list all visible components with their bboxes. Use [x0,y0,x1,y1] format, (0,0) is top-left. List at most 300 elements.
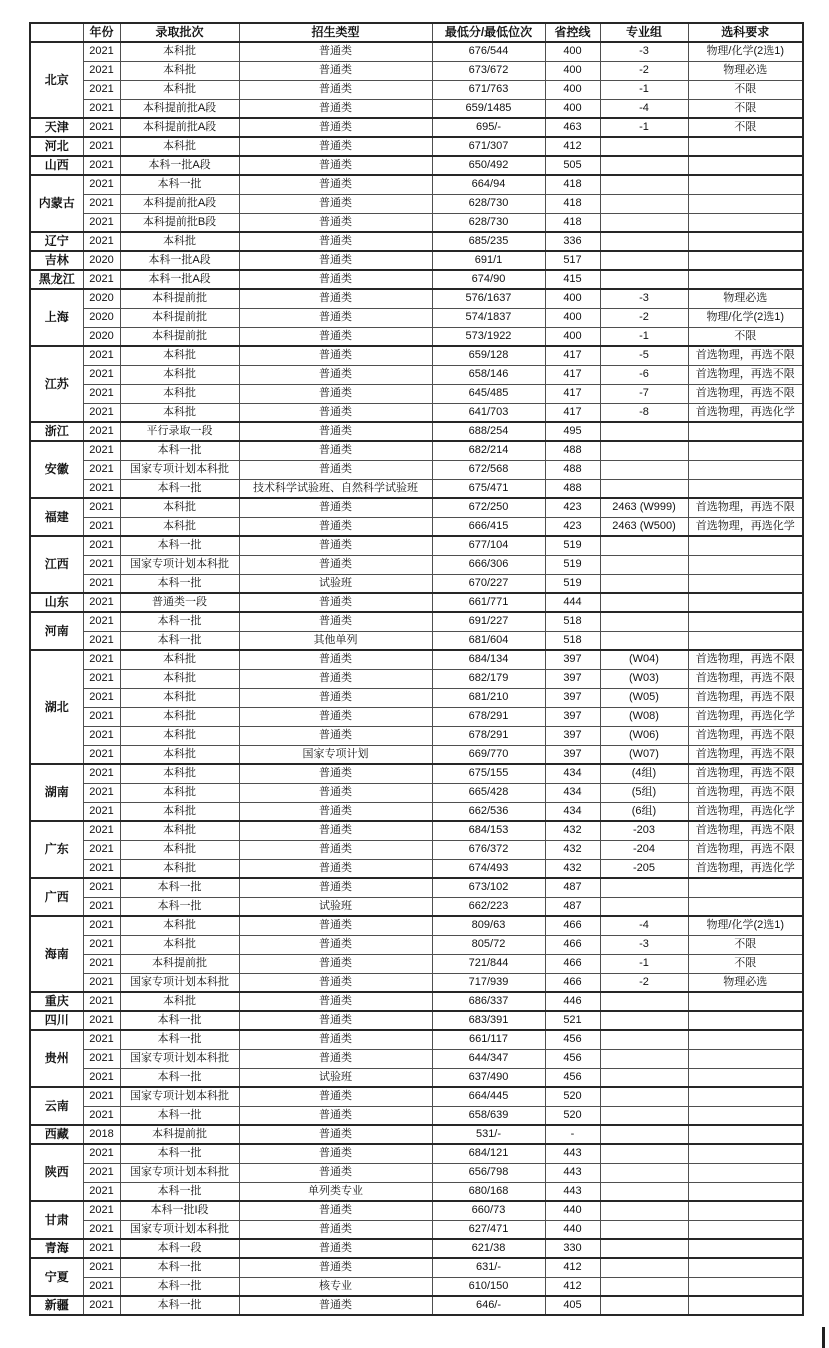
cell-group: -3 [600,935,688,954]
cell-subjects: 物理/化学(2选1) [688,308,803,327]
cell-group: -4 [600,99,688,118]
cell-line: 400 [545,99,600,118]
table-row [30,441,803,460]
table-row [30,1068,803,1087]
table-row [30,327,803,346]
table-row [30,270,803,289]
cell-subjects [688,1087,803,1106]
cell-group: -3 [600,289,688,308]
cell-batch: 本科批 [120,61,239,80]
cell-type: 普通类 [239,821,432,840]
cell-score: 628/730 [432,194,545,213]
cell-line: 397 [545,650,600,669]
province-label: 浙江 [30,422,83,441]
table-body [30,42,803,1315]
cell-subjects: 不限 [688,80,803,99]
cell-line: 434 [545,764,600,783]
table-row [30,422,803,441]
cell-subjects: 首选物理，再选不限 [688,384,803,403]
table-row [30,973,803,992]
cell-batch: 本科批 [120,232,239,251]
cell-batch: 本科一批 [120,1011,239,1030]
cell-group: (W04) [600,650,688,669]
column-header-type: 招生类型 [239,23,432,42]
cell-year: 2021 [83,1049,120,1068]
cell-line: 400 [545,308,600,327]
cell-year: 2021 [83,422,120,441]
cell-group: -4 [600,916,688,935]
table-row [30,1049,803,1068]
cell-line: 400 [545,327,600,346]
cell-year: 2021 [83,384,120,403]
table-row [30,99,803,118]
table-row [30,403,803,422]
cell-group [600,1106,688,1125]
cell-subjects [688,1296,803,1315]
cell-type: 普通类 [239,1030,432,1049]
cell-line: 434 [545,783,600,802]
cell-batch: 本科一段 [120,1239,239,1258]
cell-type: 普通类 [239,1258,432,1277]
cell-type: 普通类 [239,612,432,631]
cell-score: 531/- [432,1125,545,1144]
cell-type: 普通类 [239,327,432,346]
cell-line: 417 [545,365,600,384]
cell-group: -5 [600,346,688,365]
cell-group [600,878,688,897]
cell-year: 2021 [83,821,120,840]
cell-line: 423 [545,517,600,536]
table-row [30,1030,803,1049]
cell-group: -6 [600,365,688,384]
cell-score: 684/121 [432,1144,545,1163]
cell-year: 2021 [83,99,120,118]
table-row [30,536,803,555]
cell-year: 2021 [83,61,120,80]
cell-type: 普通类 [239,118,432,137]
cell-subjects [688,555,803,574]
table-row [30,498,803,517]
cell-line: 397 [545,669,600,688]
cell-group: -203 [600,821,688,840]
cell-score: 659/128 [432,346,545,365]
cell-type: 其他单列 [239,631,432,650]
cell-group [600,422,688,441]
cell-line: 330 [545,1239,600,1258]
cell-score: 681/210 [432,688,545,707]
cell-year: 2021 [83,935,120,954]
cell-line: 412 [545,137,600,156]
cell-score: 662/223 [432,897,545,916]
cell-batch: 普通类一段 [120,593,239,612]
cell-subjects [688,194,803,213]
cell-type: 普通类 [239,954,432,973]
cell-group: 2463 (W500) [600,517,688,536]
table-row [30,726,803,745]
table-row [30,802,803,821]
cell-line: 487 [545,897,600,916]
cell-subjects [688,612,803,631]
cell-group: -1 [600,118,688,137]
cell-score: 717/939 [432,973,545,992]
cell-subjects [688,1125,803,1144]
province-label: 吉林 [30,251,83,270]
cell-subjects [688,1163,803,1182]
cell-type: 普通类 [239,935,432,954]
cell-year: 2021 [83,1220,120,1239]
cell-type: 普通类 [239,137,432,156]
cell-subjects [688,1068,803,1087]
cell-subjects [688,1277,803,1296]
cell-year: 2021 [83,707,120,726]
cell-batch: 国家专项计划本科批 [120,555,239,574]
cell-subjects [688,156,803,175]
cell-group [600,1087,688,1106]
cell-score: 621/38 [432,1239,545,1258]
province-label: 云南 [30,1087,83,1125]
cell-type: 单列类专业 [239,1182,432,1201]
province-label: 四川 [30,1011,83,1030]
cell-score: 664/94 [432,175,545,194]
cell-group [600,1258,688,1277]
table-row [30,707,803,726]
cell-type: 普通类 [239,270,432,289]
cell-group [600,270,688,289]
cell-year: 2021 [83,365,120,384]
province-label: 上海 [30,289,83,346]
cell-group: (4组) [600,764,688,783]
cell-batch: 本科批 [120,783,239,802]
table-row [30,308,803,327]
cell-batch: 本科一批 [120,1068,239,1087]
cell-line: 519 [545,536,600,555]
cell-score: 673/102 [432,878,545,897]
cell-group: -7 [600,384,688,403]
cell-batch: 本科一批 [120,441,239,460]
cell-line: 417 [545,384,600,403]
table-row [30,1011,803,1030]
cell-score: 691/1 [432,251,545,270]
cell-subjects [688,1258,803,1277]
cell-score: 610/150 [432,1277,545,1296]
cell-group [600,1239,688,1258]
cell-score: 669/770 [432,745,545,764]
table-row [30,840,803,859]
table-row [30,821,803,840]
cell-score: 674/90 [432,270,545,289]
cell-batch: 本科一批 [120,479,239,498]
table-row [30,612,803,631]
cell-year: 2021 [83,536,120,555]
cell-subjects [688,1030,803,1049]
cell-group: (W05) [600,688,688,707]
cell-line: 397 [545,745,600,764]
table-row [30,1220,803,1239]
cell-type: 核专业 [239,1277,432,1296]
header-row [30,23,803,42]
cell-year: 2021 [83,1144,120,1163]
table-row [30,916,803,935]
province-label: 江西 [30,536,83,593]
cell-line: 405 [545,1296,600,1315]
cell-batch: 本科批 [120,384,239,403]
cell-score: 673/672 [432,61,545,80]
cell-score: 644/347 [432,1049,545,1068]
cell-group [600,1182,688,1201]
cell-batch: 本科批 [120,688,239,707]
cell-year: 2021 [83,1087,120,1106]
table-row [30,631,803,650]
cell-score: 680/168 [432,1182,545,1201]
cell-year: 2021 [83,479,120,498]
cell-group [600,1220,688,1239]
cell-group [600,631,688,650]
cell-group [600,1277,688,1296]
cell-score: 674/493 [432,859,545,878]
cell-group: -8 [600,403,688,422]
cell-score: 645/485 [432,384,545,403]
table-row [30,764,803,783]
cell-year: 2021 [83,1239,120,1258]
cell-batch: 国家专项计划本科批 [120,973,239,992]
cell-subjects: 首选物理，再选不限 [688,669,803,688]
cell-batch: 本科批 [120,80,239,99]
cell-line: 488 [545,441,600,460]
cell-score: 681/604 [432,631,545,650]
cell-year: 2021 [83,631,120,650]
cell-year: 2021 [83,650,120,669]
cell-subjects: 首选物理，再选不限 [688,650,803,669]
province-label: 山西 [30,156,83,175]
table-row [30,61,803,80]
cell-batch: 本科一批 [120,1182,239,1201]
column-header-control-line: 省控线 [545,23,600,42]
cell-batch: 本科批 [120,498,239,517]
table-row [30,1201,803,1220]
cell-type: 普通类 [239,555,432,574]
table-row [30,194,803,213]
province-label: 山东 [30,593,83,612]
cell-type: 普通类 [239,175,432,194]
table-row [30,1087,803,1106]
cell-score: 671/763 [432,80,545,99]
cell-line: 466 [545,935,600,954]
province-label: 河南 [30,612,83,650]
cell-type: 普通类 [239,61,432,80]
cell-batch: 本科批 [120,42,239,61]
cell-group: -3 [600,42,688,61]
cell-score: 659/1485 [432,99,545,118]
cell-group: (6组) [600,802,688,821]
cell-group [600,460,688,479]
column-header-year: 年份 [83,23,120,42]
cell-line: 444 [545,593,600,612]
table-row [30,42,803,61]
cell-subjects [688,593,803,612]
cell-score: 682/214 [432,441,545,460]
cell-group [600,1125,688,1144]
cell-year: 2020 [83,289,120,308]
cell-batch: 本科批 [120,517,239,536]
cell-group [600,593,688,612]
cell-year: 2021 [83,517,120,536]
cell-type: 普通类 [239,859,432,878]
cell-subjects [688,1144,803,1163]
cell-line: 397 [545,688,600,707]
cell-batch: 本科批 [120,726,239,745]
cell-group: 2463 (W999) [600,498,688,517]
table-row [30,479,803,498]
cell-subjects [688,137,803,156]
cell-subjects [688,1239,803,1258]
cell-batch: 本科批 [120,916,239,935]
table-row [30,935,803,954]
cell-type: 普通类 [239,1201,432,1220]
cell-type: 普通类 [239,593,432,612]
cell-year: 2021 [83,555,120,574]
cell-year: 2021 [83,1296,120,1315]
cell-score: 682/179 [432,669,545,688]
table-row [30,175,803,194]
cell-type: 普通类 [239,232,432,251]
table-row [30,1144,803,1163]
cell-type: 普通类 [239,764,432,783]
cell-score: 670/227 [432,574,545,593]
cell-group [600,194,688,213]
table-row [30,1163,803,1182]
cell-type: 普通类 [239,536,432,555]
cell-score: 661/117 [432,1030,545,1049]
cell-subjects: 首选物理，再选化学 [688,517,803,536]
cell-line: 432 [545,840,600,859]
column-header-province [30,23,83,42]
cell-subjects: 不限 [688,935,803,954]
table-row [30,460,803,479]
cell-score: 685/235 [432,232,545,251]
cell-year: 2018 [83,1125,120,1144]
cell-line: 417 [545,403,600,422]
cell-score: 691/227 [432,612,545,631]
cell-group [600,897,688,916]
cell-line: 412 [545,1258,600,1277]
cell-subjects: 首选物理，再选不限 [688,365,803,384]
cell-year: 2021 [83,973,120,992]
cell-year: 2021 [83,726,120,745]
cell-score: 658/146 [432,365,545,384]
cell-score: 656/798 [432,1163,545,1182]
cell-batch: 本科一批A段 [120,251,239,270]
cell-year: 2021 [83,992,120,1011]
cell-batch: 本科提前批 [120,308,239,327]
cell-line: 488 [545,460,600,479]
cell-type: 普通类 [239,840,432,859]
cell-line: 400 [545,289,600,308]
cell-score: 672/568 [432,460,545,479]
table-row [30,1258,803,1277]
cell-line: 400 [545,42,600,61]
cell-score: 641/703 [432,403,545,422]
cell-type: 普通类 [239,99,432,118]
cell-group [600,555,688,574]
cell-subjects: 首选物理，再选化学 [688,403,803,422]
cell-subjects [688,213,803,232]
province-label: 黑龙江 [30,270,83,289]
cell-type: 普通类 [239,802,432,821]
cell-batch: 本科一批 [120,612,239,631]
cell-subjects [688,251,803,270]
cell-subjects: 物理必选 [688,61,803,80]
cell-group: -205 [600,859,688,878]
cell-line: 520 [545,1087,600,1106]
cell-line: 400 [545,80,600,99]
cell-type: 技术科学试验班、自然科学试验班 [239,479,432,498]
cell-type: 普通类 [239,1163,432,1182]
cell-batch: 本科提前批 [120,954,239,973]
province-label: 辽宁 [30,232,83,251]
province-label: 北京 [30,42,83,118]
cell-year: 2021 [83,783,120,802]
cell-year: 2021 [83,897,120,916]
province-label: 广东 [30,821,83,878]
cell-subjects [688,1106,803,1125]
cell-line: 466 [545,973,600,992]
table-row [30,650,803,669]
table-row [30,574,803,593]
province-label: 重庆 [30,992,83,1011]
cell-batch: 本科批 [120,707,239,726]
cell-type: 普通类 [239,669,432,688]
cell-batch: 平行录取一段 [120,422,239,441]
cell-year: 2021 [83,1277,120,1296]
province-label: 湖南 [30,764,83,821]
province-label: 陕西 [30,1144,83,1201]
cell-subjects [688,460,803,479]
cell-score: 576/1637 [432,289,545,308]
cell-line: 443 [545,1182,600,1201]
cell-batch: 国家专项计划本科批 [120,1049,239,1068]
cell-year: 2021 [83,1163,120,1182]
cell-line: 463 [545,118,600,137]
cell-type: 普通类 [239,213,432,232]
cell-year: 2021 [83,1258,120,1277]
cell-subjects [688,631,803,650]
cell-group: (5组) [600,783,688,802]
cell-year: 2021 [83,346,120,365]
cell-type: 普通类 [239,289,432,308]
cell-group [600,479,688,498]
cell-group [600,1030,688,1049]
table-row [30,1296,803,1315]
cell-type: 普通类 [239,1087,432,1106]
cell-score: 678/291 [432,726,545,745]
cell-batch: 本科批 [120,745,239,764]
cell-year: 2021 [83,441,120,460]
province-label: 安徽 [30,441,83,498]
cell-batch: 本科一批 [120,1277,239,1296]
cell-line: 517 [545,251,600,270]
cell-score: 573/1922 [432,327,545,346]
cell-line: 432 [545,821,600,840]
cell-year: 2021 [83,1068,120,1087]
cell-subjects: 首选物理，再选不限 [688,764,803,783]
province-label: 福建 [30,498,83,536]
cell-type: 普通类 [239,973,432,992]
cell-subjects [688,1220,803,1239]
cell-batch: 本科一批 [120,1106,239,1125]
cell-subjects [688,1182,803,1201]
scrollbar-fragment[interactable] [822,1327,825,1348]
table-row [30,745,803,764]
